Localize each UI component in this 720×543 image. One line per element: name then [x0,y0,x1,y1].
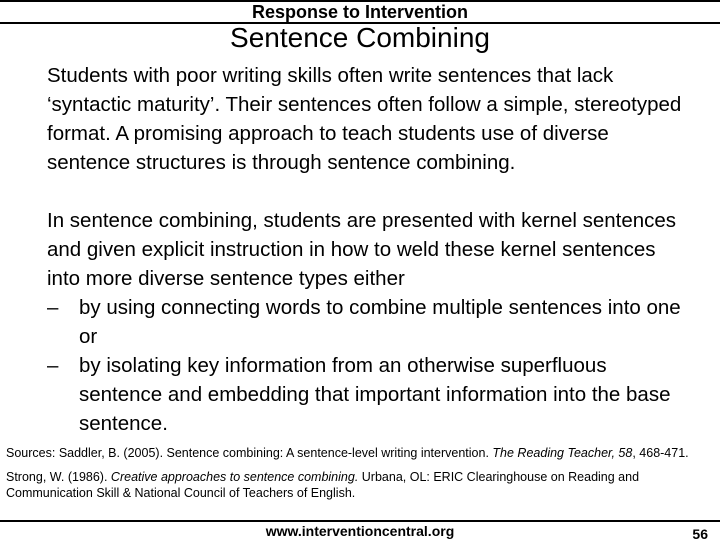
dash-bullet: – [47,354,59,377]
bullet-item [47,293,687,351]
header-label: Response to Intervention [251,2,469,22]
page-number: 56 [692,526,708,542]
body-paragraph-1: Students with poor writing skills often write sentences that lack ‘syntactic maturity’. Their sentences often follow a simple, stereotyped format. A promising approach to teach students use of diverse sentence structures is through sentence combining. [47,64,682,174]
body-paragraph-2: In sentence combining, students are presented with kernel sentences and given explicit instruction in how to weld these kernel sentences into more diverse sentence types either [47,209,677,290]
slide-title: Sentence Combining [230,22,490,53]
sources-citations [6,445,706,501]
citation-journal: The Reading Teacher, 58 [492,446,633,460]
sources-prefix: Sources: [6,446,59,460]
bullet-text: by isolating key information from an otherwise superfluous sentence and embedding that important information into the base sentence. [79,354,671,435]
citation-strong [6,469,706,501]
citation-pages: , 468-471. [632,446,689,460]
slide-body [47,61,687,438]
bullet-text: by using connecting words to combine multiple sentences into one or [79,296,681,348]
dash-bullet: – [47,296,59,319]
citation-text: Saddler, B. (2005). Sentence combining: A sentence-level writing intervention. [58,446,489,460]
citation-title: Creative approaches to sentence combining. [110,470,359,484]
bullet-item [47,351,687,438]
footer-url: www.interventioncentral.org [265,523,455,539]
citation-text: Strong, W. (1986). [6,470,108,484]
citation-saddler [6,445,706,461]
citation-publisher: Urbana, OL: ERIC Clearinghouse on Reading and Communication Skill & National Council of Teachers of English. [6,470,640,500]
